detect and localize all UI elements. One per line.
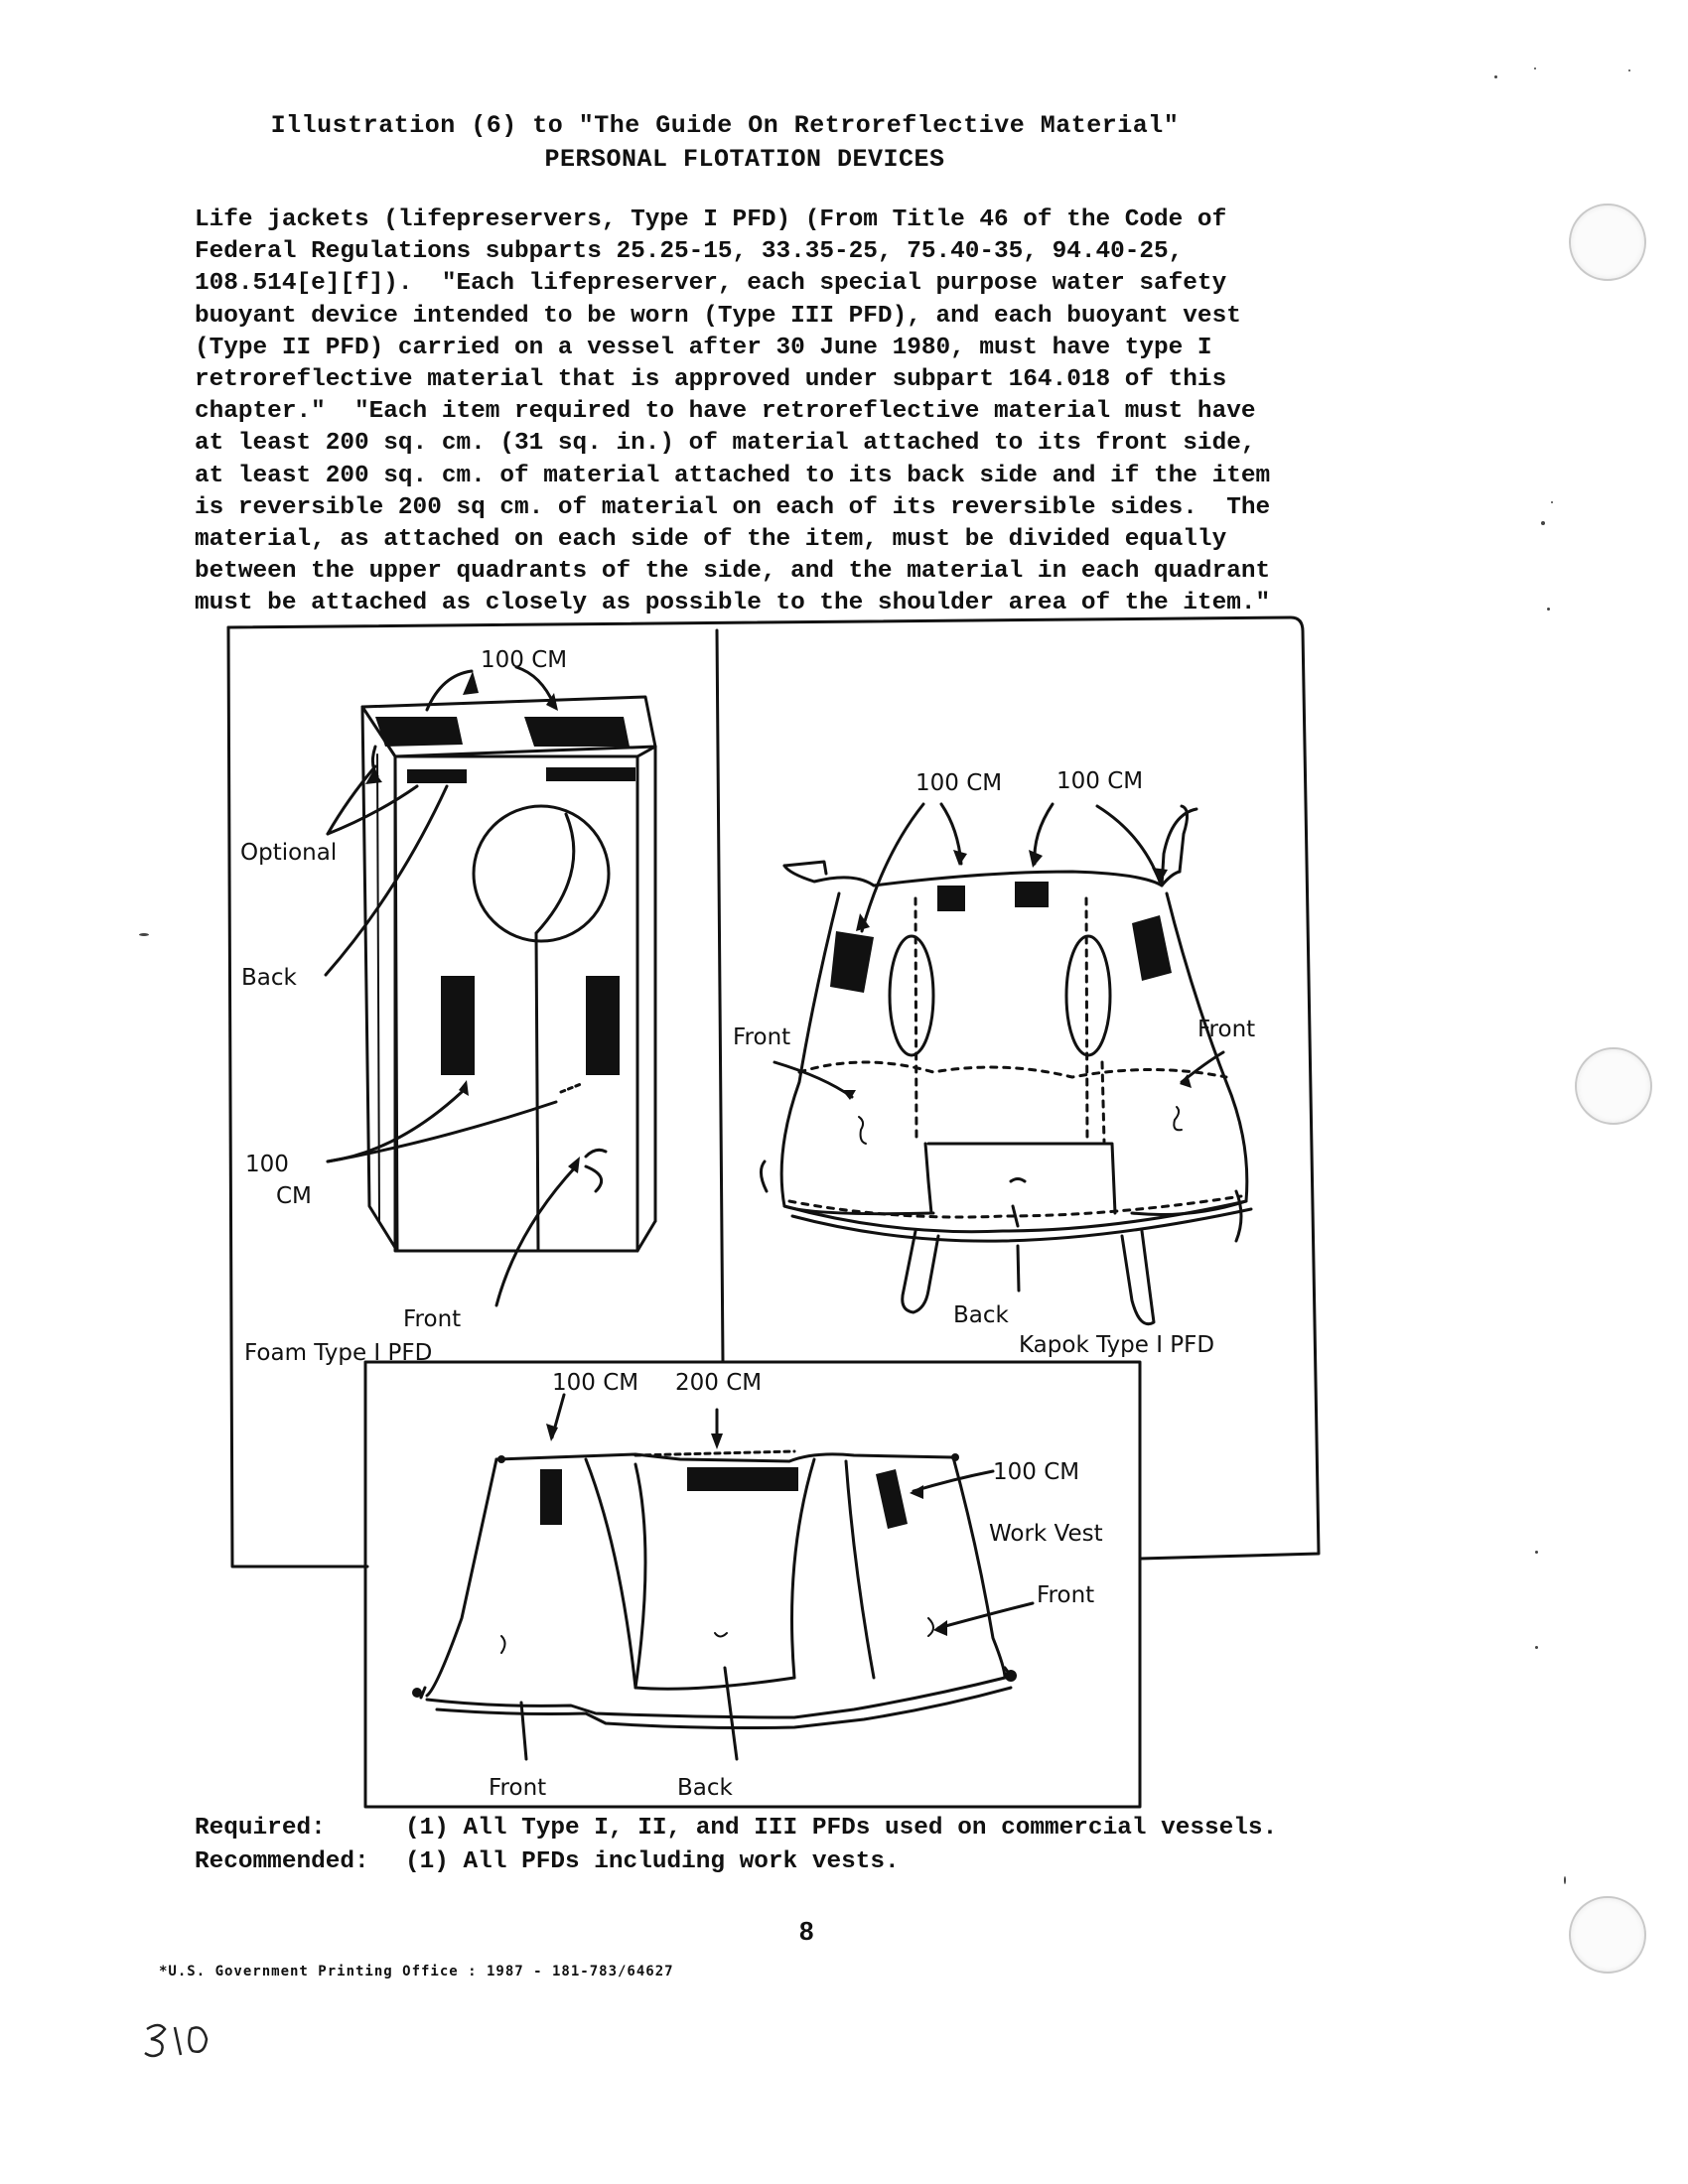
panel-divider — [717, 630, 723, 1362]
recommended-label: Recommended: — [195, 1848, 369, 1875]
figure-frame — [228, 617, 1319, 1559]
workvest-caption: Work Vest — [989, 1521, 1103, 1547]
recommended-text: (1) All PFDs including work vests. — [405, 1848, 900, 1875]
workvest-front-right: Front — [1037, 1582, 1095, 1608]
body-line: (Type II PFD) carried on a vessel after 30 June 1980, must have type I — [195, 334, 1212, 361]
body-line: material, as attached on each side of the item, must be divided equally — [195, 526, 1227, 554]
reflective-patch — [375, 717, 463, 747]
reflective-patch — [1132, 915, 1172, 981]
handwritten-signature — [139, 2015, 248, 2065]
body-line: Life jackets (lifepreservers, Type I PFD) (From Title 46 of the Code of — [195, 206, 1227, 233]
workvest-back-bottom: Back — [677, 1775, 733, 1801]
body-line: at least 200 sq. cm. of material attached to its back side and if the item — [195, 462, 1271, 489]
foam-front-label: Front — [403, 1306, 462, 1332]
workvest-200-label: 200 CM — [675, 1370, 763, 1396]
workvest-front-bottom: Front — [489, 1775, 547, 1801]
body-line: chapter." "Each item required to have retroreflective material must have — [195, 398, 1256, 426]
reflective-patch — [830, 931, 874, 993]
kapok-back-label: Back — [953, 1302, 1009, 1328]
body-line: retroreflective material that is approved under subpart 164.018 of this — [195, 366, 1227, 394]
workvest-frame — [365, 1362, 1140, 1807]
section-title: PERSONAL FLOTATION DEVICES — [544, 145, 945, 174]
kapok-caption: Kapok Type I PFD — [1019, 1332, 1215, 1358]
required-text: (1) All Type I, II, and III PFDs used on commercial vessels. — [405, 1815, 1278, 1842]
reflective-patch — [407, 769, 467, 783]
kapok-label-b: 100 CM — [1056, 768, 1144, 794]
foam-top-label: 100 CM — [481, 647, 568, 673]
kapok-front-left: Front — [733, 1024, 791, 1050]
body-line: buoyant device intended to be worn (Type III PFD), and each buoyant vest — [195, 302, 1241, 330]
workvest-100-label: 100 CM — [552, 1370, 639, 1396]
foam-back-label: Back — [241, 965, 297, 991]
kapok-label-a: 100 CM — [915, 770, 1003, 796]
reflective-patch — [586, 976, 620, 1075]
kapok-pfd-drawing — [761, 806, 1251, 1324]
reflective-patch — [540, 1469, 562, 1525]
page-number: 8 — [799, 1916, 814, 1946]
foam-optional-label: Optional — [240, 840, 338, 866]
recommended-line — [195, 1848, 900, 1875]
body-line: 108.514[e][f]). "Each lifepreserver, each special purpose water safety — [195, 270, 1227, 298]
reflective-patch — [546, 767, 635, 781]
body-line: is reversible 200 sq cm. of material on each of its reversible sides. The — [195, 493, 1271, 521]
body-line: at least 200 sq. cm. (31 sq. in.) of material attached to its front side, — [195, 430, 1256, 458]
required-line — [195, 1815, 1277, 1842]
reflective-patch — [441, 976, 475, 1075]
reflective-patch — [1015, 882, 1049, 907]
foam-100-label: 100 — [245, 1152, 289, 1177]
printing-office-footer: *U.S. Government Printing Office : 1987 - 181-783/64627 — [159, 1964, 674, 1979]
reflective-patch — [876, 1469, 908, 1529]
figure-frame — [228, 627, 367, 1567]
reflective-patch — [937, 886, 965, 911]
reflective-patch — [687, 1467, 798, 1491]
body-line: must be attached as closely as possible to the shoulder area of the item." — [195, 590, 1271, 617]
reflective-patch — [524, 717, 630, 747]
kapok-front-right: Front — [1197, 1017, 1256, 1042]
body-line: Federal Regulations subparts 25.25-15, 33.35-25, 75.40-35, 94.40-25, — [195, 238, 1184, 266]
body-line: between the upper quadrants of the side, and the material in each quadrant — [195, 558, 1271, 586]
illustration-title: Illustration (6) to "The Guide On Retroreflective Material" — [270, 111, 1180, 140]
foam-cm-label: CM — [276, 1183, 312, 1209]
foam-caption: Foam Type I PFD — [244, 1340, 433, 1366]
required-label: Required: — [195, 1815, 326, 1842]
workvest-right-label: 100 CM — [993, 1459, 1080, 1485]
